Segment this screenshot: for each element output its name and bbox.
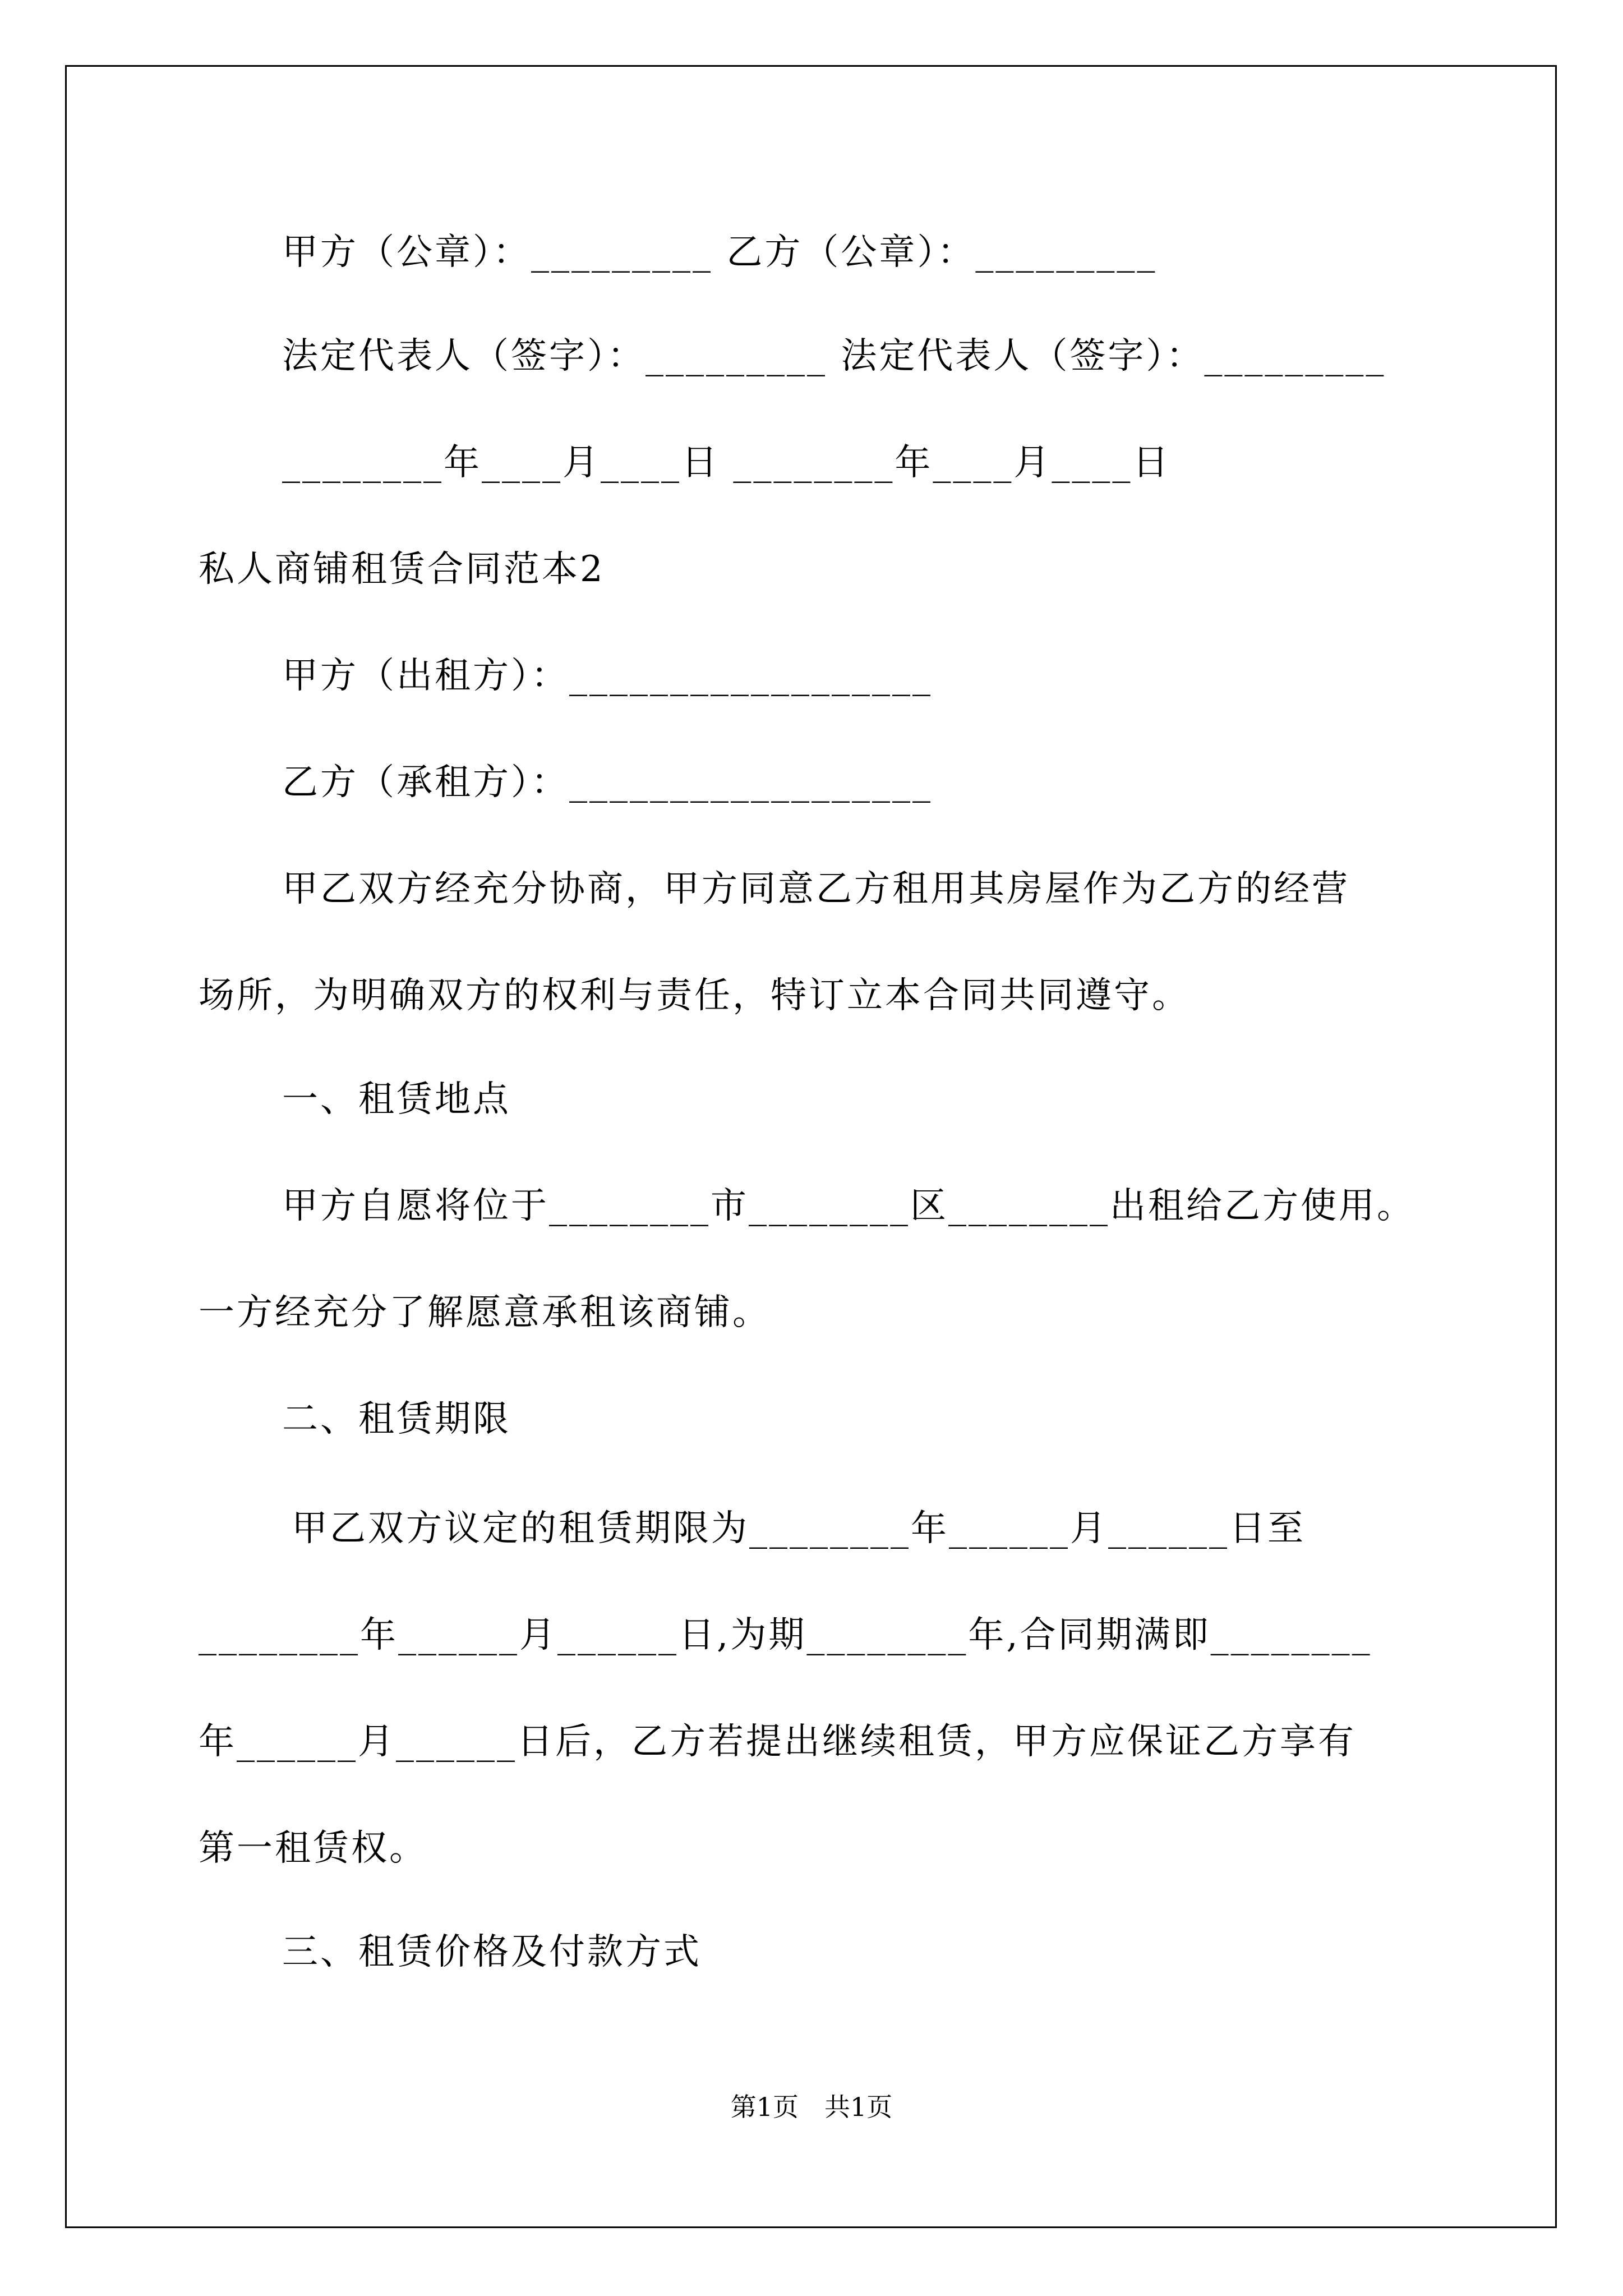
- party-a-line: 甲方（出租方）：__________________: [282, 655, 933, 697]
- paragraph-term-line-1: 甲乙双方议定的租赁期限为________年______月______日至: [292, 1508, 1306, 1549]
- document-title: 私人商铺租赁合同范本2: [199, 549, 605, 590]
- paragraph-intro-line-2: 场所，为明确双方的权利与责任，特订立本合同共同遵守。: [199, 975, 1190, 1016]
- paragraph-term-line-2: ________年______月______日,为期________年,合同期满即________: [199, 1614, 1372, 1656]
- paragraph-term-line-4: 第一租赁权。: [199, 1828, 427, 1869]
- paragraph-term-line-3: 年______月______日后，乙方若提出继续租赁，甲方应保证乙方享有: [199, 1721, 1356, 1763]
- page-border: [65, 65, 1557, 2228]
- page-number-footer: 第1页 共1页: [730, 2092, 893, 2122]
- section-heading-price: 三、租赁价格及付款方式: [282, 1931, 702, 1973]
- paragraph-location-line-2: 一方经充分了解愿意承租该商铺。: [199, 1292, 771, 1333]
- paragraph-intro-line-1: 甲乙双方经充分协商，甲方同意乙方租用其房屋作为乙方的经营: [282, 868, 1350, 910]
- section-heading-location: 一、租赁地点: [282, 1079, 511, 1120]
- signature-line-representative: 法定代表人（签字）：_________ 法定代表人（签字）：_________: [282, 335, 1386, 377]
- signature-line-seal: 甲方（公章）：_________ 乙方（公章）：_________: [282, 232, 1158, 273]
- section-heading-term: 二、租赁期限: [282, 1398, 511, 1440]
- signature-line-date: ________年____月____日 ________年____月____日: [282, 442, 1171, 484]
- party-b-line: 乙方（承租方）：__________________: [282, 762, 933, 803]
- paragraph-location-line-1: 甲方自愿将位于________市________区________出租给乙方使用。: [282, 1185, 1415, 1227]
